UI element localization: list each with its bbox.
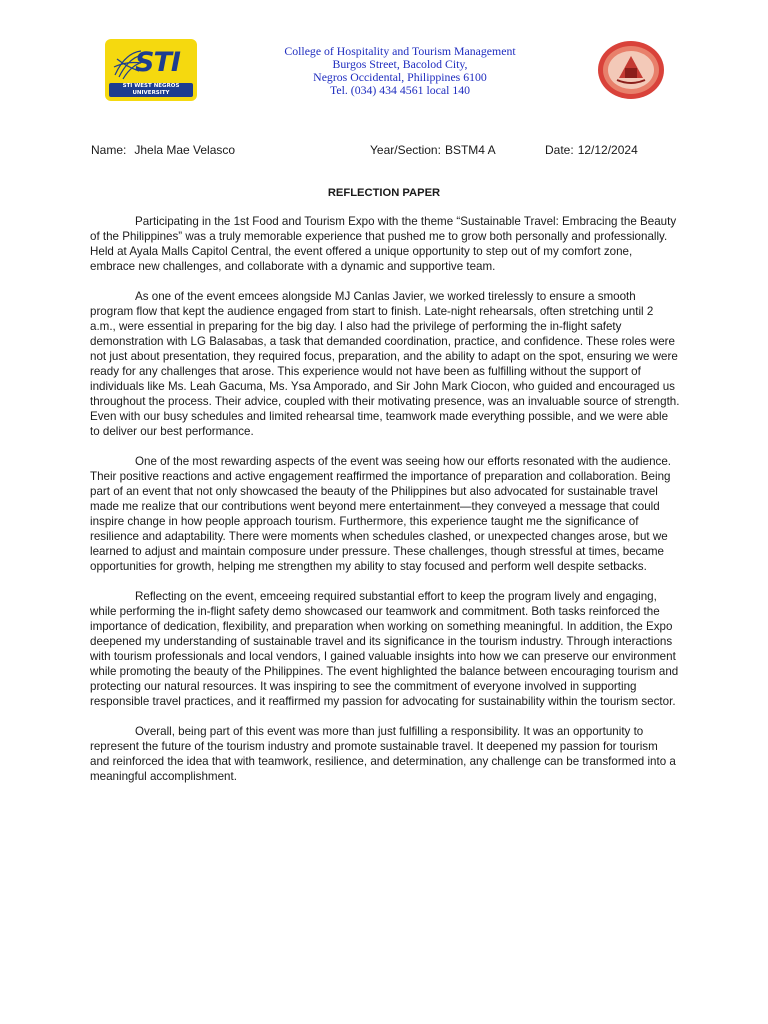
paper-body [90,214,680,799]
letterhead-line-college: College of Hospitality and Tourism Management [284,44,516,58]
letterhead [240,45,560,97]
date [545,143,638,157]
paragraph: One of the most rewarding aspects of the event was seeing how our efforts resonated with the audience. Their positive reactions and active engagement reaffirmed the importance of preparation and collaboration. Being part of an event that not only showcased the beauty of the Philippines but also advocated for sustainable travel made me realize that our contributions went beyond mere entertainment—they conveyed a message that could inspire change in how people approach tourism. Furthermore, this experience taught me the significance of resilience and adaptability. There were moments when schedules clashed, or unexpected changes arose, but we learned to adjust and maintain composure under pressure. These challenges, though stressful at times, became opportunities for growth, helping me strengthen my ability to stay focused and perform well despite setbacks. [90,455,671,573]
college-seal-icon [597,40,665,100]
letterhead-line-street: Burgos Street, Bacolod City, [332,57,468,71]
paragraph: Reflecting on the event, emceeing required substantial effort to keep the program lively and engaging, while performing the in-flight safety demo showcased our teamwork and commitment. Both tasks reinforced the importance of dedication, flexibility, and preparation when working on something meaningful. In addition, the Expo deepened my understanding of sustainable travel and its significance in the tourism industry. Through interactions with tourism professionals and local vendors, I gained valuable insights into how we can preserve our environment while promoting the beauty of the Philippines. The event highlighted the balance between encouraging tourism and protecting our natural resources. It was inspiring to see the commitment of everyone involved in supporting responsible travel practices, and it reaffirmed my passion for advocating for sustainability within the tourism sector. [90,590,679,708]
paragraph: Overall, being part of this event was more than just fulfilling a responsibility. It was an opportunity to represent the future of the tourism industry and promote sustainable travel. It deepened my passion for tourism and reinforced the idea that with teamwork, resilience, and determination, any challenge can be transformed into a meaningful accomplishment. [90,725,676,783]
logo-subtitle: STI WEST NEGROS UNIVERSITY [109,83,193,97]
date-value: 12/12/2024 [577,143,638,157]
sti-logo [105,39,197,101]
date-label: Date: [545,143,574,157]
paragraph: Participating in the 1st Food and Tourism Expo with the theme “Sustainable Travel: Embracing the Beauty of the Philippines” was a truly memorable experience that pushed me to grow both personally and professionally. Held at Ayala Malls Capitol Central, the event offered a unique opportunity to step out of my comfort zone, embrace new challenges, and collaborate with a dynamic and supportive team. [90,215,677,273]
name-label: Name: [91,143,127,157]
name-value: Jhela Mae Velasco [134,143,236,157]
letterhead-line-province: Negros Occidental, Philippines 6100 [313,70,487,84]
paragraph: As one of the event emcees alongside MJ Canlas Javier, we worked tirelessly to ensure a smooth program flow that kept the audience engaged from start to finish. Late-night rehearsals, often stretching until 2 a.m., were essential in preparing for the big day. I also had the privilege of performing the in-flight safety demonstration with LG Balasabas, a task that demanded coordination, practice, and confidence. These roles were not just about presentation, they required focus, preparation, and the ability to adapt on the spot, ensuring we were ready for any challenges that arose. This experience would not have been as fulfilling without the support of individuals like Ms. Leah Gacuma, Ms. Ysa Amporado, and Sir John Mark Ciocon, who guided and encouraged us throughout the process. Their advice, coupled with their motivating presence, was an invaluable source of strength. Even with our busy schedules and limited rehearsal time, teamwork made everything possible, and we were able to deliver our best performance. [90,290,680,438]
year-label: Year/Section: [370,143,441,157]
student-name [91,143,235,157]
year-value: BSTM4 A [444,143,496,157]
paper-title: REFLECTION PAPER [327,187,441,199]
logo-wordmark: STI [135,47,180,78]
year-section [370,143,496,157]
letterhead-line-phone: Tel. (034) 434 4561 local 140 [329,83,471,97]
